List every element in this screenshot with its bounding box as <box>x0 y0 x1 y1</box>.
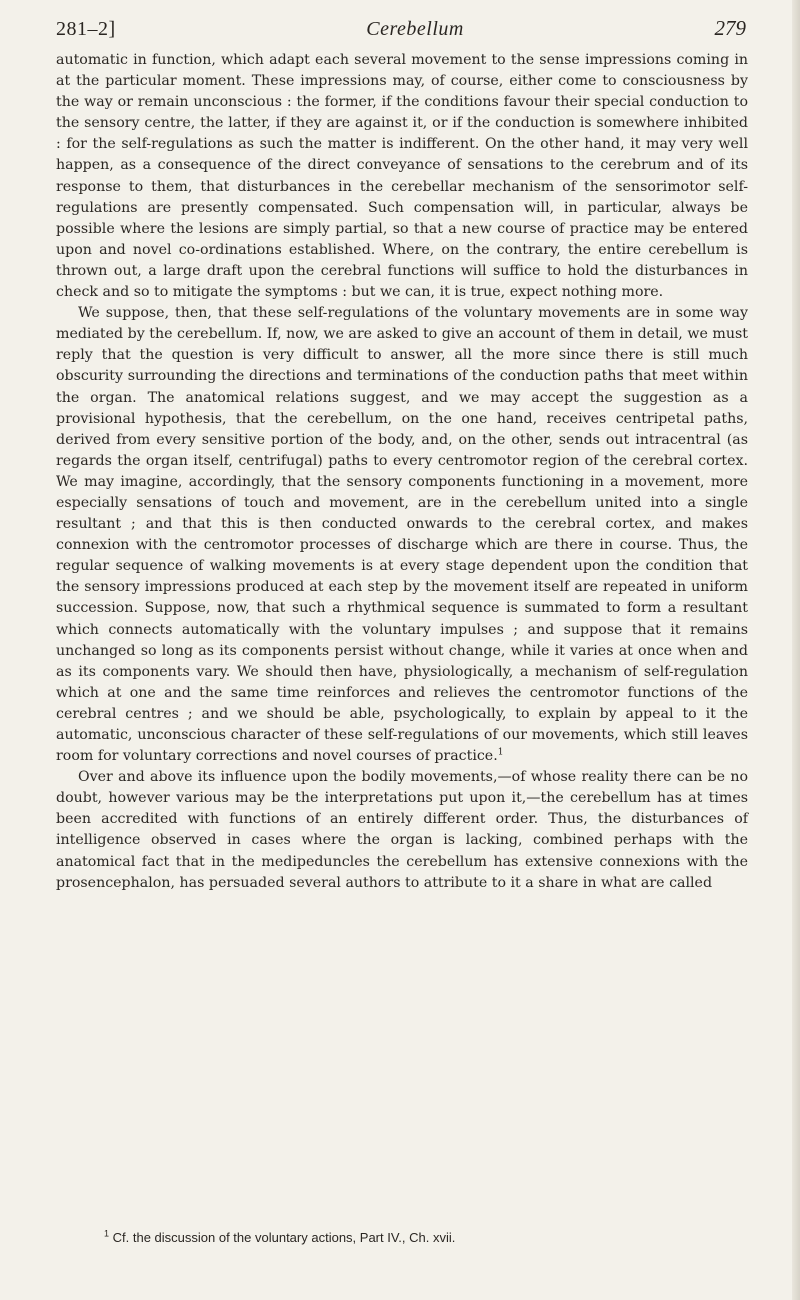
footnote <box>104 1230 744 1245</box>
running-header <box>56 16 746 46</box>
page-range: 281–2] <box>56 18 116 40</box>
paragraph-1: automatic in function, which adapt each several movement to the sense impressions coming in at the particular moment. These impressions may, of course, either come to consciousness by the way or remain unconscious : the former, if the conditions favour their special conduction to the sensory centre, the latter, if they are against it, or if the conduction is somewhere inhibited : for the self-regulations as such the matter is indifferent. On the other hand, it may very well happen, as a consequence of the direct conveyance of sensations to the cerebrum and of its response to them, that disturbances in the cerebellar mechanism of the sensorimotor self-regulations are presently compensated. Such compensation will, in particular, always be possible where the lesions are simply partial, so that a new course of practice may be entered upon and novel co-ordinations established. Where, on the contrary, the entire cerebellum is thrown out, a large draft upon the cerebral functions will suffice to hold the disturbances in check and so to mitigate the symptoms : but we can, it is true, expect nothing more. <box>56 52 748 301</box>
running-title: Cerebellum <box>366 18 464 40</box>
page-number: 279 <box>714 16 746 40</box>
page-edge <box>792 0 800 1300</box>
paragraph-3: Over and above its influence upon the bodily movements,—of whose reality there can be no doubt, however various may be the interpretations put upon it,—the cerebellum has at times been accredited with functions of an entirely different order. Thus, the disturbances of intelligence observed in cases where the organ is lacking, combined perhaps with the anatomical fact that in the medipeduncles the cerebellum has extensive connexions with the prosencephalon, has persuaded several authors to attribute to it a share in what are called <box>56 769 748 891</box>
footnote-text: Cf. the discussion of the voluntary actions, Part IV., Ch. xvii. <box>112 1230 456 1245</box>
body-text <box>56 50 748 894</box>
paragraph-2-text: We suppose, then, that these self-regulations of the voluntary movements are in some way mediated by the cerebellum. If, now, we are asked to give an account of them in detail, we must reply that the question is very difficult to answer, all the more since there is still much obscurity surrounding the directions and terminations of the conduction paths that meet within the organ. The anatomical relations suggest, and we may accept the suggestion as a provisional hypothesis, that the cerebellum, on the one hand, receives centripetal paths, derived from every sensitive portion of the body, and, on the other, sends out intracentral (as regards the organ itself, centrifugal) paths to every centromotor region of the cerebral cortex. We may imagine, accordingly, that the sensory components functioning in a movement, more especially sensations of touch and movement, are in the cerebellum united into a single resultant ; and that this is then conducted onwards to the cerebral cortex, and makes connexion with the centromotor processes of discharge which are there in course. Thus, the regular sequence of walking movements is at every stage dependent upon the condition that the sensory impressions produced at each step by the movement itself are repeated in uniform succession. Suppose, now, that such a rhythmical sequence is summated to form a resultant which connects automatically with the voluntary impulses ; and suppose that it remains unchanged so long as its components persist without change, while it varies at once when and as its components vary. We should then have, physiologically, a mechanism of self-regulation which at one and the same time reinforces and relieves the centromotor functions of the cerebral centres ; and we should be able, psychologically, to explain by appeal to it the automatic, unconscious character of these self-regulations of our movements, which still leaves room for voluntary corrections and novel courses of practice. <box>56 305 748 765</box>
footnote-marker: 1 <box>104 1228 110 1239</box>
footnote-reference[interactable]: 1 <box>497 747 504 758</box>
paragraph-2 <box>56 303 748 767</box>
